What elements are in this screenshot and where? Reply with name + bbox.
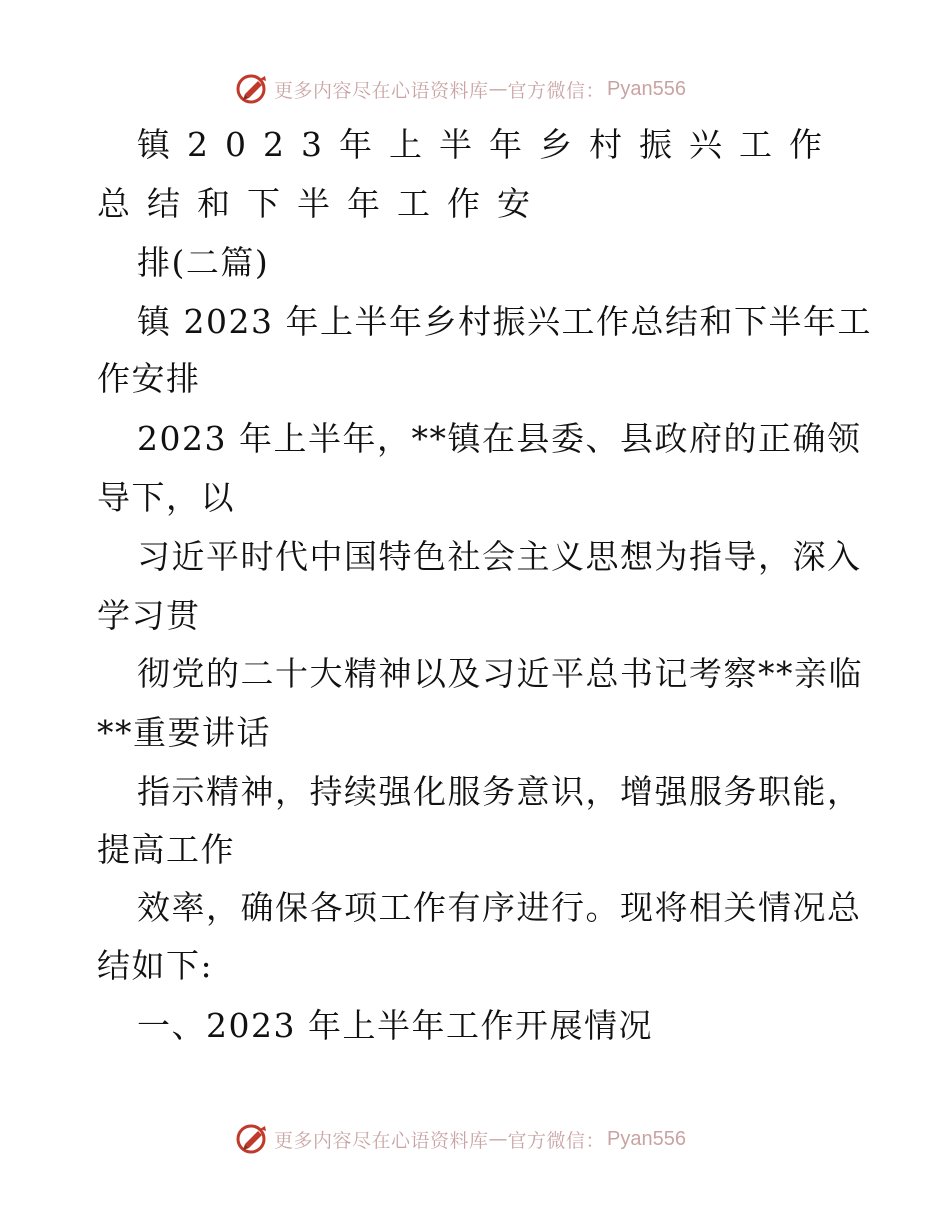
watermark-brand-text: 更多内容尽在心语资料库 [274,79,489,102]
header-watermark [236,72,686,106]
footer-watermark [236,1122,686,1156]
watermark-separator: — [488,1128,508,1150]
body-line-7: 彻党的二十大精神以及习近平总书记考察**亲临 [137,654,863,693]
body-line-2: 作安排 [97,359,201,398]
watermark-contact-id: Pyan556 [607,1127,686,1150]
body-line-4: 导下，以 [97,478,235,517]
body-line-12: 结如下: [97,946,214,985]
pen-logo-icon [236,1122,270,1156]
watermark-separator: — [488,78,508,100]
title-line-3: 排(二篇) [137,243,270,282]
body-line-5: 习近平时代中国特色社会主义思想为指导，深入 [137,537,862,576]
body-line-10: 提高工作 [97,830,235,869]
body-line-9: 指示精神，持续强化服务意识，增强服务职能， [137,772,862,811]
title-line-2: 总结和下半年工作安 [97,184,547,223]
title-line-1: 镇2023年上半年乡村振兴工作 [137,125,839,164]
body-line-1: 镇 2023 年上半年乡村振兴工作总结和下半年工 [137,302,872,341]
body-line-11: 效率，确保各项工作有序进行。现将相关情况总 [137,888,862,927]
body-line-8: **重要讲话 [97,713,271,752]
watermark-contact-label: 官方微信： [507,79,606,102]
body-line-6: 学习贯 [97,596,201,635]
watermark-contact-label: 官方微信： [507,1129,606,1152]
section-heading-1: 一、2023 年上半年工作开展情况 [137,1006,653,1045]
watermark-contact-id: Pyan556 [607,77,686,100]
watermark-brand-text: 更多内容尽在心语资料库 [274,1129,489,1152]
pen-logo-icon [236,72,270,106]
body-line-3: 2023 年上半年，**镇在县委、县政府的正确领 [137,419,862,458]
